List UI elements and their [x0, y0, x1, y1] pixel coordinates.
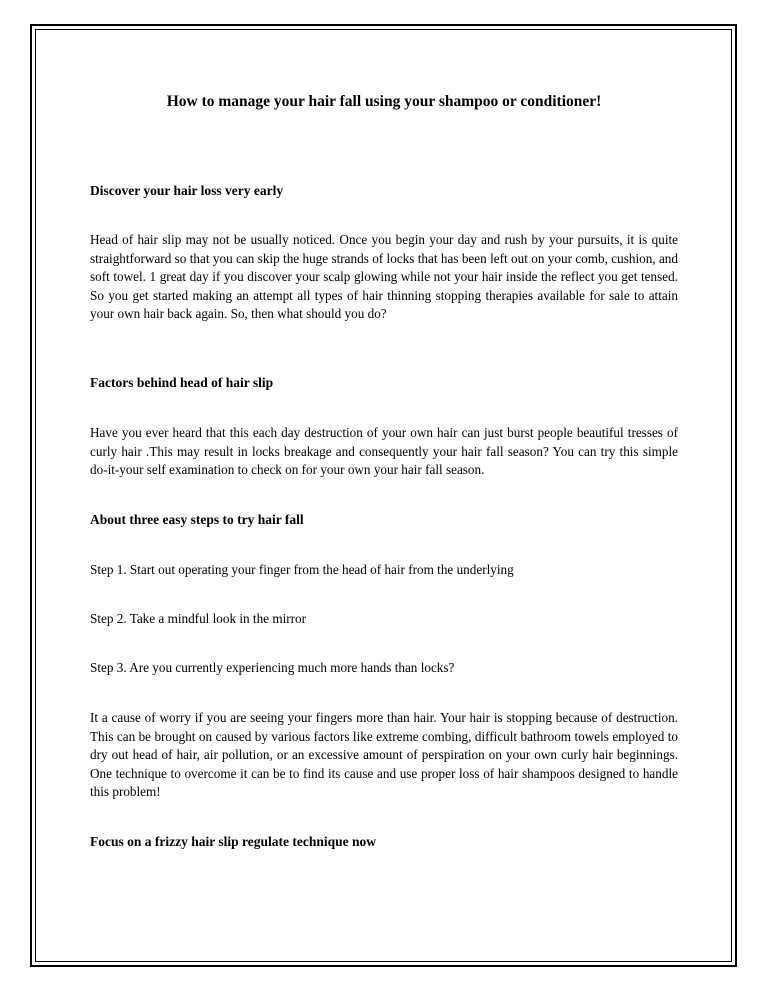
step-3: Step 3. Are you currently experiencing much more hands than locks? — [90, 660, 455, 675]
heading-factors: Factors behind head of hair slip — [90, 375, 274, 390]
heading-focus: Focus on a frizzy hair slip regulate technique now — [90, 834, 376, 849]
heading-steps: About three easy steps to try hair fall — [90, 512, 304, 527]
paragraph-discover: Head of hair slip may not be usually noticed. Once you begin your day and rush by your pursuits, it is quite straightforward so that you can skip the huge strands of locks that has been left out on your comb, cushion, and soft towel. 1 great day if you discover your scalp glowing while not your hair inside the reflect you get tensed. So you get started making an attempt all types of hair thinning stopping therapies available for sale to attain your own hair back again. So, then what should you do? — [90, 232, 678, 322]
paragraph-steps: It a cause of worry if you are seeing your fingers more than hair. Your hair is stopping because of destruction. This can be brought on caused by various factors like extreme combing, difficult bathroom towels employed to dry out head of hair, air pollution, or an excessive amount of perspiration on your own curly hair beginnings. One technique to overcome it can be to find its cause and use proper loss of hair shampoos designed to handle this problem! — [90, 710, 678, 800]
step-2: Step 2. Take a mindful look in the mirror — [90, 611, 307, 626]
page-border-inner — [35, 29, 732, 962]
paragraph-factors: Have you ever heard that this each day destruction of your own hair can just burst people beautiful tresses of curly hair .This may result in locks breakage and consequently your hair fall season? You can try this simple do-it-your self examination to check on for your own your hair fall season. — [90, 425, 678, 478]
document-title: How to manage your hair fall using your shampoo or conditioner! — [166, 93, 602, 110]
step-1: Step 1. Start out operating your finger from the head of hair from the underlying — [90, 562, 514, 577]
heading-discover: Discover your hair loss very early — [90, 183, 284, 198]
